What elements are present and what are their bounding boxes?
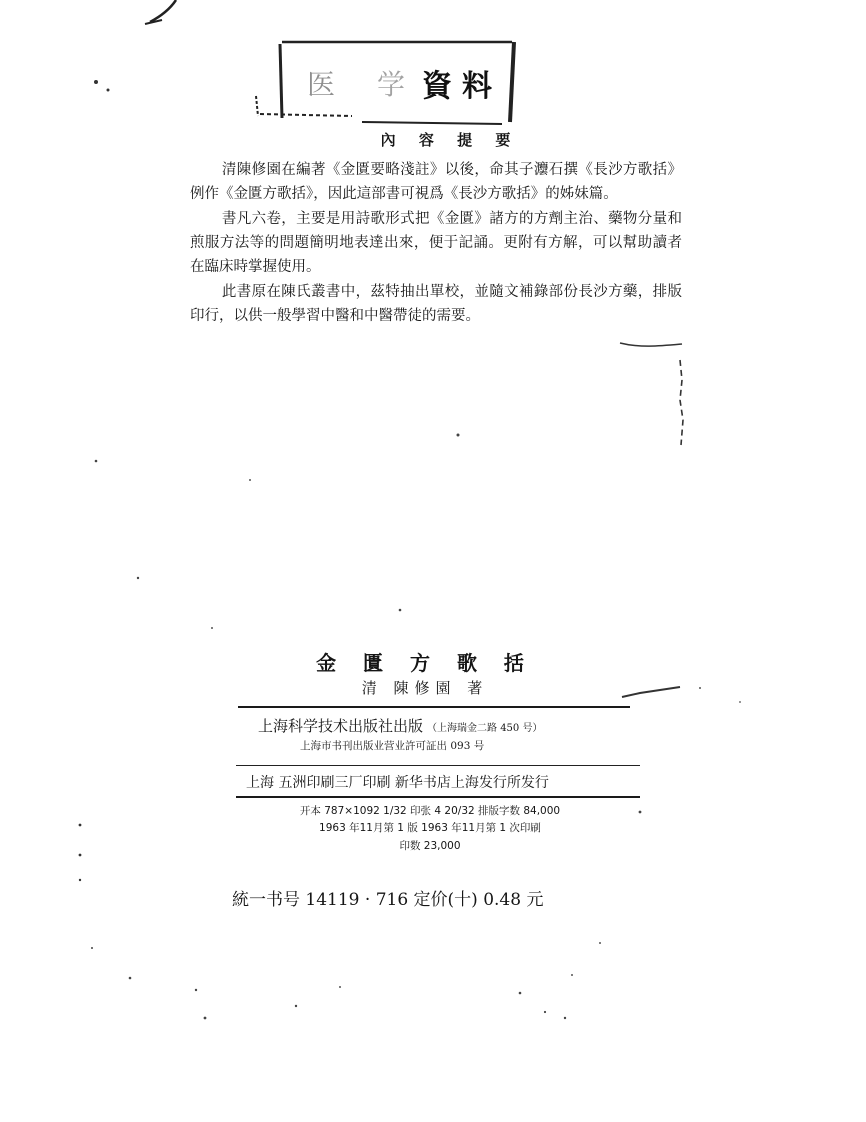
stamp-char-3: 資 — [422, 69, 452, 104]
colophon-rule-middle — [236, 765, 640, 766]
summary-paragraph: 書凡六卷，主要是用詩歌形式把《金匱》諸方的方劑主治、藥物分量和煎服方法等的問題簡明地表達出來，便于記誦。更附有方解，可以幫助讀者在臨床時掌握使用。 — [190, 211, 682, 275]
colophon-rule-top — [238, 706, 630, 708]
book-title: 金 匱 方 歌 括 — [316, 651, 534, 675]
spec-line-print-run: 印数 23,000 — [399, 840, 461, 852]
book-author: 清 陳修園 著 — [361, 679, 489, 697]
printer-line: 上海 五洲印刷三厂印刷 新华书店上海发行所发行 — [246, 775, 549, 791]
library-stamp — [252, 36, 524, 128]
license-line: 上海市书刊出版业营业許可証出 093 号 — [300, 740, 485, 752]
summary-body — [190, 158, 682, 329]
stamp-char-2: 学 — [377, 68, 406, 101]
publisher-line — [258, 715, 638, 736]
isbn-price-line: 統一书号 14119 · 716 定价(十) 0.48 元 — [232, 890, 544, 910]
summary-paragraph: 清陳修園在編著《金匱要略淺註》以後，命其子灋石撰《長沙方歌括》例作《金匱方歌括》，因此這部書可視爲《長沙方歌括》的姊妹篇。 — [190, 162, 682, 202]
colophon-rule-bottom — [236, 796, 640, 798]
summary-paragraph: 此書原在陳氏叢書中，茲特抽出單校，並隨文補錄部份長沙方藥，排版印行，以供一般學習中醫和中醫帶徒的需要。 — [190, 284, 682, 324]
publisher-address: （上海瑞金二路 450 号） — [427, 723, 543, 734]
summary-heading: 內 容 提 要 — [380, 131, 520, 149]
publisher-name: 上海科学技术出版社出版 — [258, 717, 424, 735]
stamp-char-1: 医 — [307, 68, 336, 101]
stamp-char-4: 料 — [462, 69, 492, 104]
spec-line-format: 开本 787×1092 1/32 印张 4 20/32 排版字数 84,000 — [299, 805, 561, 817]
spec-line-edition: 1963 年11月第 1 版 1963 年11月第 1 次印刷 — [319, 822, 541, 834]
